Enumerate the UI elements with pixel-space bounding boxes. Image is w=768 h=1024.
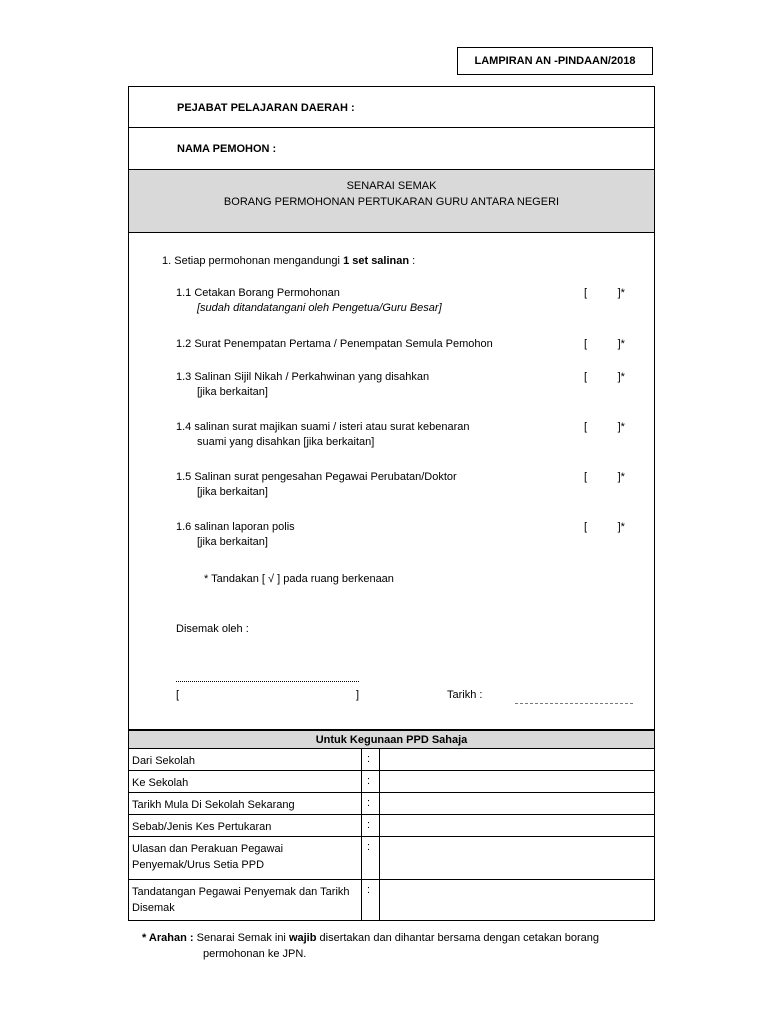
lampiran-label: LAMPIRAN AN -PINDAAN/2018 — [457, 47, 653, 75]
tarikh-label: Tarikh : — [447, 689, 483, 701]
item-1-5 — [176, 471, 457, 498]
item-1-1 — [176, 287, 442, 314]
name-bracket-open: [ — [176, 689, 180, 701]
ppd-row-colon: : — [367, 884, 371, 896]
ppd-row-colon: : — [367, 753, 371, 765]
item-1-4-line2: suami yang disahkan [jika berkaitan] — [197, 436, 375, 448]
ppd-row-colon: : — [367, 775, 371, 787]
item-1-3-line2: [jika berkaitan] — [197, 386, 268, 398]
ppd-row-colon: : — [367, 841, 371, 853]
nama-pemohon-label: NAMA PEMOHON : — [177, 143, 277, 155]
ppd-row-label: Sebab/Jenis Kes Pertukaran — [132, 821, 272, 833]
intro-end: : — [412, 255, 416, 267]
checkbox-1-5[interactable]: [ ]* — [584, 471, 625, 483]
intro-number: 1. — [162, 255, 172, 267]
item-1-1-line2: [sudah ditandatangani oleh Pengetua/Guru Besar] — [197, 302, 442, 314]
item-1-5-line2: [jika berkaitan] — [197, 486, 268, 498]
arahan-text-after: disertakan dan dihantar bersama dengan cetakan borang — [319, 932, 600, 944]
ppd-row-label: Tandatangan Pegawai Penyemak dan Tarikh Disemak — [132, 886, 350, 914]
ppd-row-ke — [129, 771, 654, 793]
item-1-6-line2: [jika berkaitan] — [197, 536, 268, 548]
intro-bold: 1 set salinan — [343, 255, 410, 267]
checklist-intro — [162, 255, 415, 267]
item-1-5-line1: 1.5 Salinan surat pengesahan Pegawai Perubatan/Doktor — [176, 471, 457, 483]
name-bracket-close: ] — [356, 689, 360, 701]
checkbox-1-1[interactable]: [ ]* — [584, 287, 625, 299]
tarikh-line[interactable] — [515, 703, 633, 704]
form-subtitle: BORANG PERMOHONAN PERTUKARAN GURU ANTARA NEGERI — [223, 196, 560, 208]
ppd-row-label: Dari Sekolah — [132, 755, 195, 767]
ppd-row-ulasan — [129, 837, 654, 880]
ppd-row-colon: : — [367, 819, 371, 831]
disemak-label: Disemak oleh : — [176, 623, 249, 635]
pejabat-label: PEJABAT PELAJARAN DAERAH : — [177, 102, 355, 114]
checkbox-1-3[interactable]: [ ]* — [584, 371, 625, 383]
checklist-note: * Tandakan [ √ ] pada ruang berkenaan — [204, 573, 394, 585]
item-1-3-line1: 1.3 Salinan Sijil Nikah / Perkahwinan yang disahkan — [176, 371, 430, 383]
ppd-row-sebab — [129, 815, 654, 837]
ppd-row-label: Ulasan dan Perakuan Pegawai Penyemak/Urus Setia PPD — [132, 843, 284, 871]
item-1-2-line1: 1.2 Surat Penempatan Pertama / Penempatan Semula Pemohon — [176, 338, 493, 350]
ppd-title: Untuk Kegunaan PPD Sahaja — [129, 731, 654, 749]
ppd-row-tandatangan — [129, 880, 654, 921]
form-frame — [128, 86, 655, 730]
ppd-row-dari — [129, 749, 654, 771]
ppd-row-label: Ke Sekolah — [132, 777, 189, 789]
arahan-text-bold: wajib — [288, 932, 317, 944]
arahan-line2: permohonan ke JPN. — [203, 948, 307, 960]
arahan-label: * Arahan : — [142, 932, 194, 944]
ppd-row-label: Tarikh Mula Di Sekolah Sekarang — [132, 799, 295, 811]
title-band — [129, 169, 654, 233]
arahan-text-before: Senarai Semak ini — [196, 932, 286, 944]
ppd-table — [128, 730, 655, 921]
ppd-row-tarikh-mula — [129, 793, 654, 815]
divider — [129, 127, 654, 128]
checkbox-1-4[interactable]: [ ]* — [584, 421, 625, 433]
item-1-6-line1: 1.6 salinan laporan polis — [176, 521, 295, 533]
form-title: SENARAI SEMAK — [346, 180, 437, 192]
checkbox-1-6[interactable]: [ ]* — [584, 521, 625, 533]
arahan-note — [142, 932, 662, 944]
signature-line[interactable] — [176, 681, 359, 682]
item-1-4-line1: 1.4 salinan surat majikan suami / isteri atau surat kebenaran — [176, 421, 470, 433]
item-1-4 — [176, 421, 470, 448]
checkbox-1-2[interactable]: [ ]* — [584, 338, 625, 350]
item-1-2 — [176, 338, 493, 350]
intro-text: Setiap permohonan mengandungi — [174, 255, 340, 267]
ppd-row-colon: : — [367, 797, 371, 809]
item-1-3 — [176, 371, 429, 398]
item-1-1-line1: 1.1 Cetakan Borang Permohonan — [176, 287, 340, 299]
item-1-6 — [176, 521, 295, 548]
